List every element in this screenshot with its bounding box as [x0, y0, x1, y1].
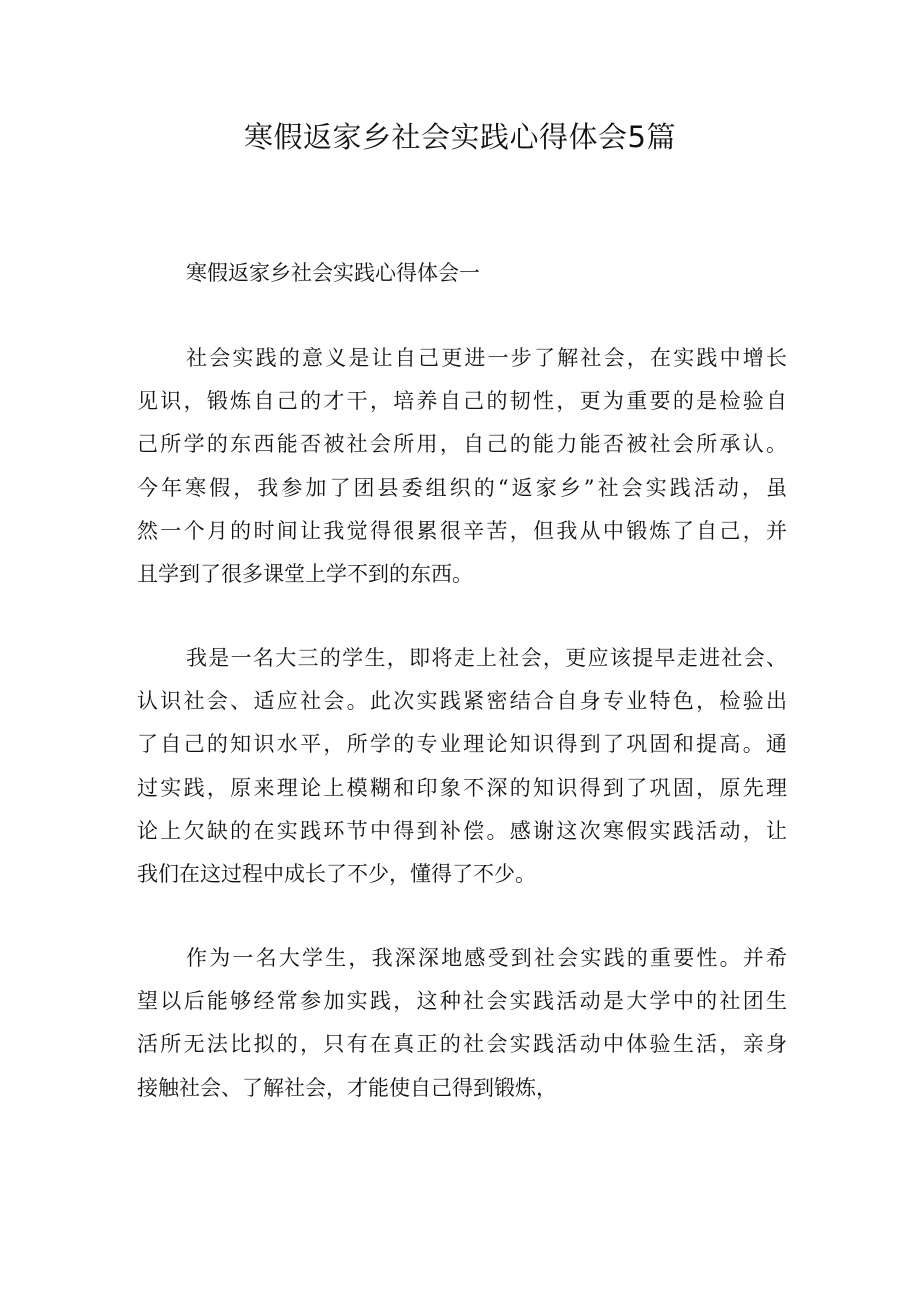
- paragraph-line: 我是一名大三的学生，即将走上社会，更应该提早走进社会、: [186, 646, 787, 670]
- section-heading: 寒假返家乡社会实践心得体会一: [186, 261, 480, 285]
- document-title: 寒假返家乡社会实践心得体会5篇: [244, 120, 676, 154]
- paragraph-1: [137, 337, 787, 596]
- paragraph-3: [137, 937, 787, 1110]
- paragraph-line: 然一个月的时间让我觉得很累很辛苦，但我从中锻炼了自己，并: [137, 518, 787, 543]
- paragraph-line: 见识，锻炼自己的才干，培养自己的韧性，更为重要的是检验自: [137, 389, 787, 414]
- paragraph-line: 认识社会、适应社会。此次实践紧密结合自身专业特色，检验出: [137, 689, 787, 714]
- paragraph-2: [137, 637, 787, 896]
- paragraph-line: 社会实践的意义是让自己更进一步了解社会，在实践中增长: [186, 346, 787, 370]
- paragraph-line: 作为一名大学生，我深深地感受到社会实践的重要性。并希: [186, 946, 787, 970]
- paragraph-line: 过实践，原来理论上模糊和印象不深的知识得到了巩固，原先理: [137, 775, 787, 800]
- paragraph-line: 且学到了很多课堂上学不到的东西。: [137, 562, 473, 587]
- paragraph-line: 活所无法比拟的，只有在真正的社会实践活动中体验生活，亲身: [137, 1032, 787, 1057]
- paragraph-line: 今年寒假，我参加了团县委组织的“返家乡”社会实践活动，虽: [137, 475, 787, 500]
- paragraph-line: 了自己的知识水平，所学的专业理论知识得到了巩固和提高。通: [137, 732, 787, 757]
- paragraph-line: 己所学的东西能否被社会所用，自己的能力能否被社会所承认。: [137, 432, 787, 457]
- paragraph-line: 我们在这过程中成长了不少，懂得了不少。: [137, 862, 536, 887]
- paragraph-line: 论上欠缺的在实践环节中得到补偿。感谢这次寒假实践活动，让: [137, 818, 787, 843]
- paragraph-line: 望以后能够经常参加实践，这种社会实践活动是大学中的社团生: [137, 989, 787, 1014]
- paragraph-line: 接触社会、了解社会，才能使自己得到锻炼，: [137, 1075, 557, 1100]
